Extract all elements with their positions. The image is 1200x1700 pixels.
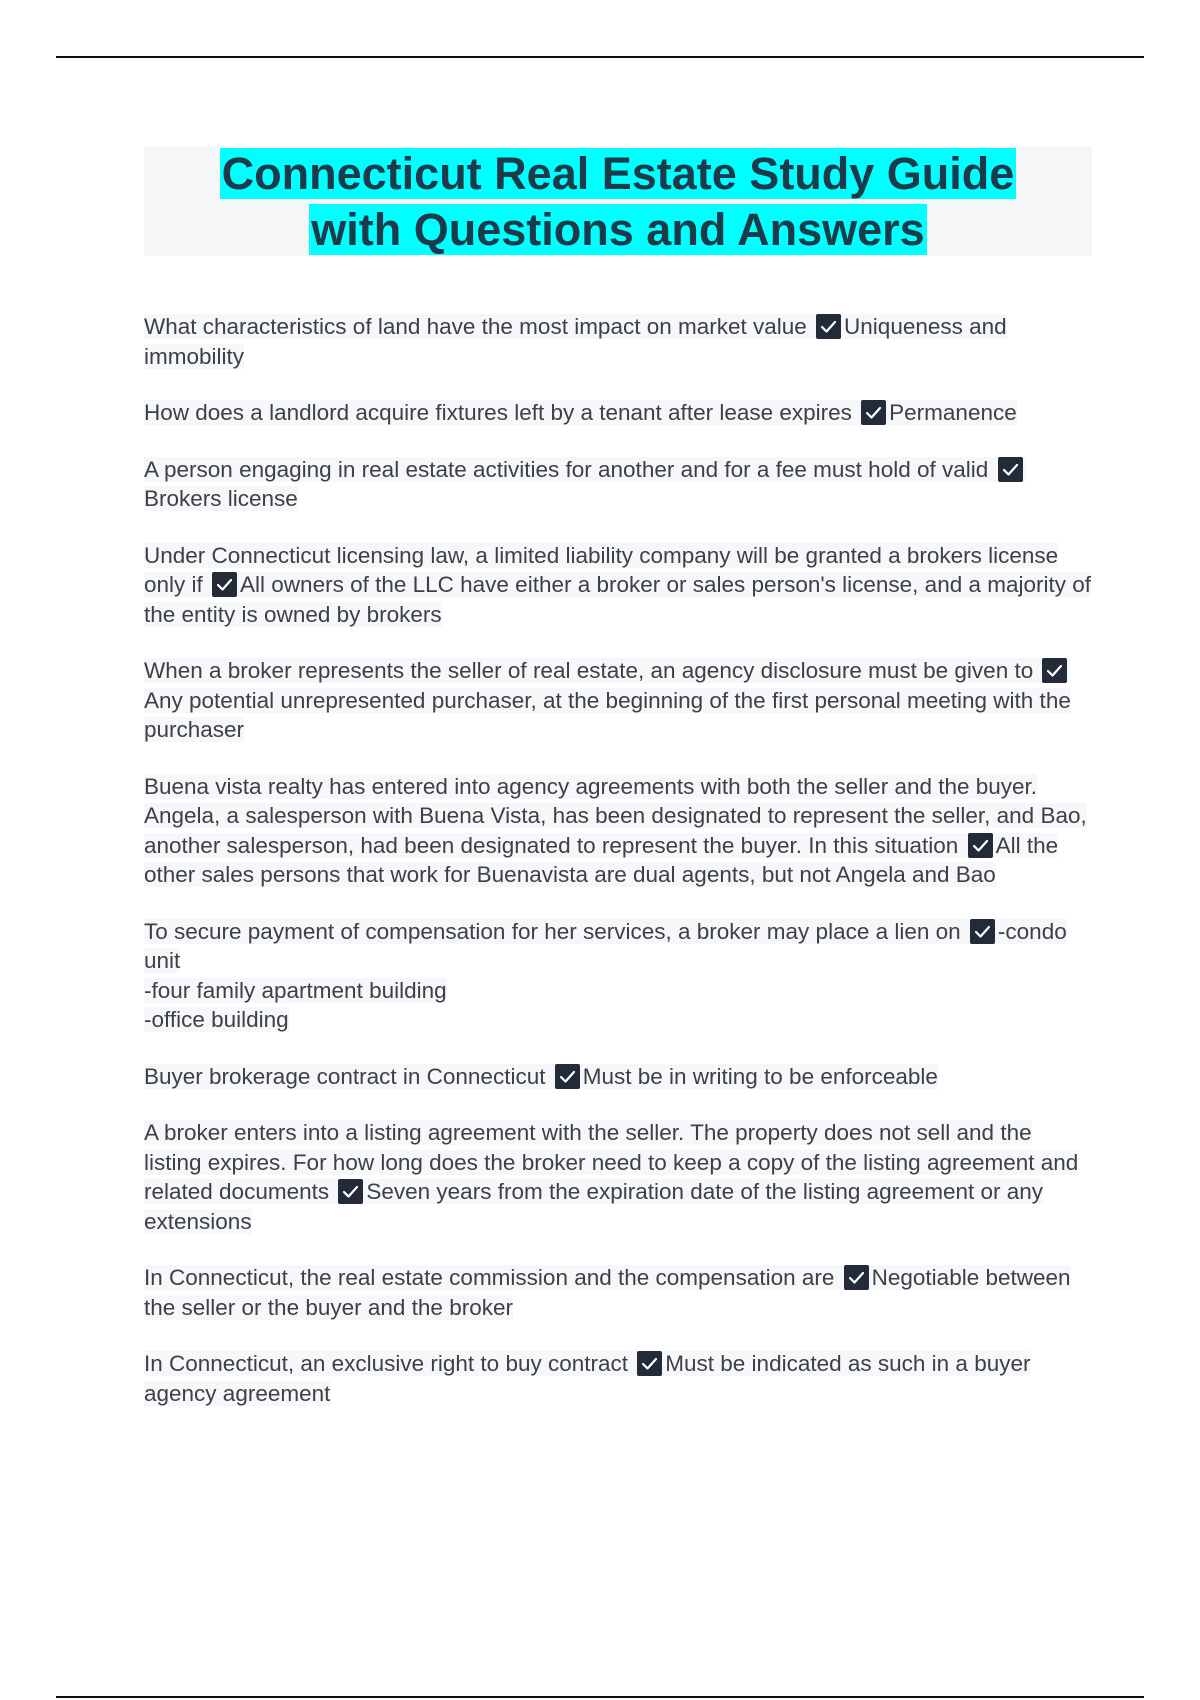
- checkbox-checked-icon: [844, 1265, 869, 1290]
- title-line-2: with Questions and Answers: [311, 204, 925, 255]
- qa-item: [144, 398, 1092, 428]
- checkbox-checked-icon: [970, 919, 995, 944]
- answer-text: Negotiable between the seller or the buyer and the broker: [144, 1265, 1071, 1320]
- answer-text: -condo unit -four family apartment building -office building: [144, 918, 1067, 1032]
- answer-text: Any potential unrepresented purchaser, at the beginning of the first personal meeting with the purchaser: [144, 687, 1071, 742]
- checkbox-checked-icon: [816, 314, 841, 339]
- answer-text: All the other sales persons that work for Buenavista are dual agents, but not Angela and Bao: [144, 832, 1059, 887]
- page-title: [144, 146, 1092, 258]
- question-text: What characteristics of land have the most impact on market value: [144, 314, 814, 339]
- answer-text: Must be indicated as such in a buyer agency agreement: [144, 1351, 1031, 1406]
- checkbox-checked-icon: [212, 572, 237, 597]
- checkbox-checked-icon: [861, 400, 886, 425]
- question-text: Buena vista realty has entered into agency agreements with both the seller and the buyer. Angela, a salesperson with Buena Vista, has been designated to represent the seller, and Bao, another salesperson, had been designated to represent the buyer. In this situation: [144, 773, 1087, 858]
- question-text: Buyer brokerage contract in Connecticut: [144, 1063, 552, 1089]
- title-block: [144, 146, 1092, 256]
- bottom-rule: [56, 1696, 1144, 1698]
- question-text: Under Connecticut licensing law, a limited liability company will be granted a brokers license only if: [144, 542, 1059, 597]
- checkbox-checked-icon: [555, 1064, 580, 1089]
- qa-item: [144, 917, 1092, 1035]
- checkbox-checked-icon: [968, 833, 993, 858]
- qa-item: [144, 772, 1092, 890]
- qa-list: [144, 312, 1092, 1435]
- question-text: When a broker represents the seller of real estate, an agency disclosure must be given to: [144, 658, 1040, 683]
- checkbox-checked-icon: [1042, 658, 1067, 683]
- question-text: A person engaging in real estate activities for another and for a fee must hold of valid: [144, 456, 995, 482]
- checkbox-checked-icon: [637, 1351, 662, 1376]
- answer-text: Seven years from the expiration date of the listing agreement or any extensions: [144, 1179, 1044, 1234]
- qa-item: [144, 1062, 1092, 1092]
- answer-text: Uniqueness and immobility: [144, 314, 1007, 369]
- question-text: To secure payment of compensation for her services, a broker may place a lien on: [144, 918, 967, 944]
- qa-item: [144, 312, 1092, 371]
- checkbox-checked-icon: [998, 457, 1023, 482]
- question-text: In Connecticut, an exclusive right to buy contract: [144, 1351, 635, 1376]
- qa-item: [144, 656, 1092, 745]
- question-text: How does a landlord acquire fixtures left by a tenant after lease expires: [144, 400, 859, 425]
- qa-item: [144, 1263, 1092, 1322]
- answer-text: Permanence: [889, 400, 1017, 425]
- answer-text: Brokers license: [144, 486, 298, 511]
- question-text: A broker enters into a listing agreement with the seller. The property does not sell and the listing expires. For how long does the broker need to keep a copy of the listing agreement and related documents: [144, 1120, 1079, 1204]
- qa-item: [144, 541, 1092, 630]
- answer-text: Must be in writing to be enforceable: [582, 1063, 938, 1089]
- top-rule: [56, 56, 1144, 58]
- qa-item: [144, 455, 1092, 514]
- qa-item: [144, 1118, 1092, 1236]
- answer-text: All owners of the LLC have either a broker or sales person's license, and a majority of the entity is owned by brokers: [144, 572, 1092, 627]
- checkbox-checked-icon: [338, 1179, 363, 1204]
- qa-item: [144, 1349, 1092, 1408]
- question-text: In Connecticut, the real estate commission and the compensation are: [144, 1265, 841, 1290]
- title-line-1: Connecticut Real Estate Study Guide: [221, 148, 1015, 199]
